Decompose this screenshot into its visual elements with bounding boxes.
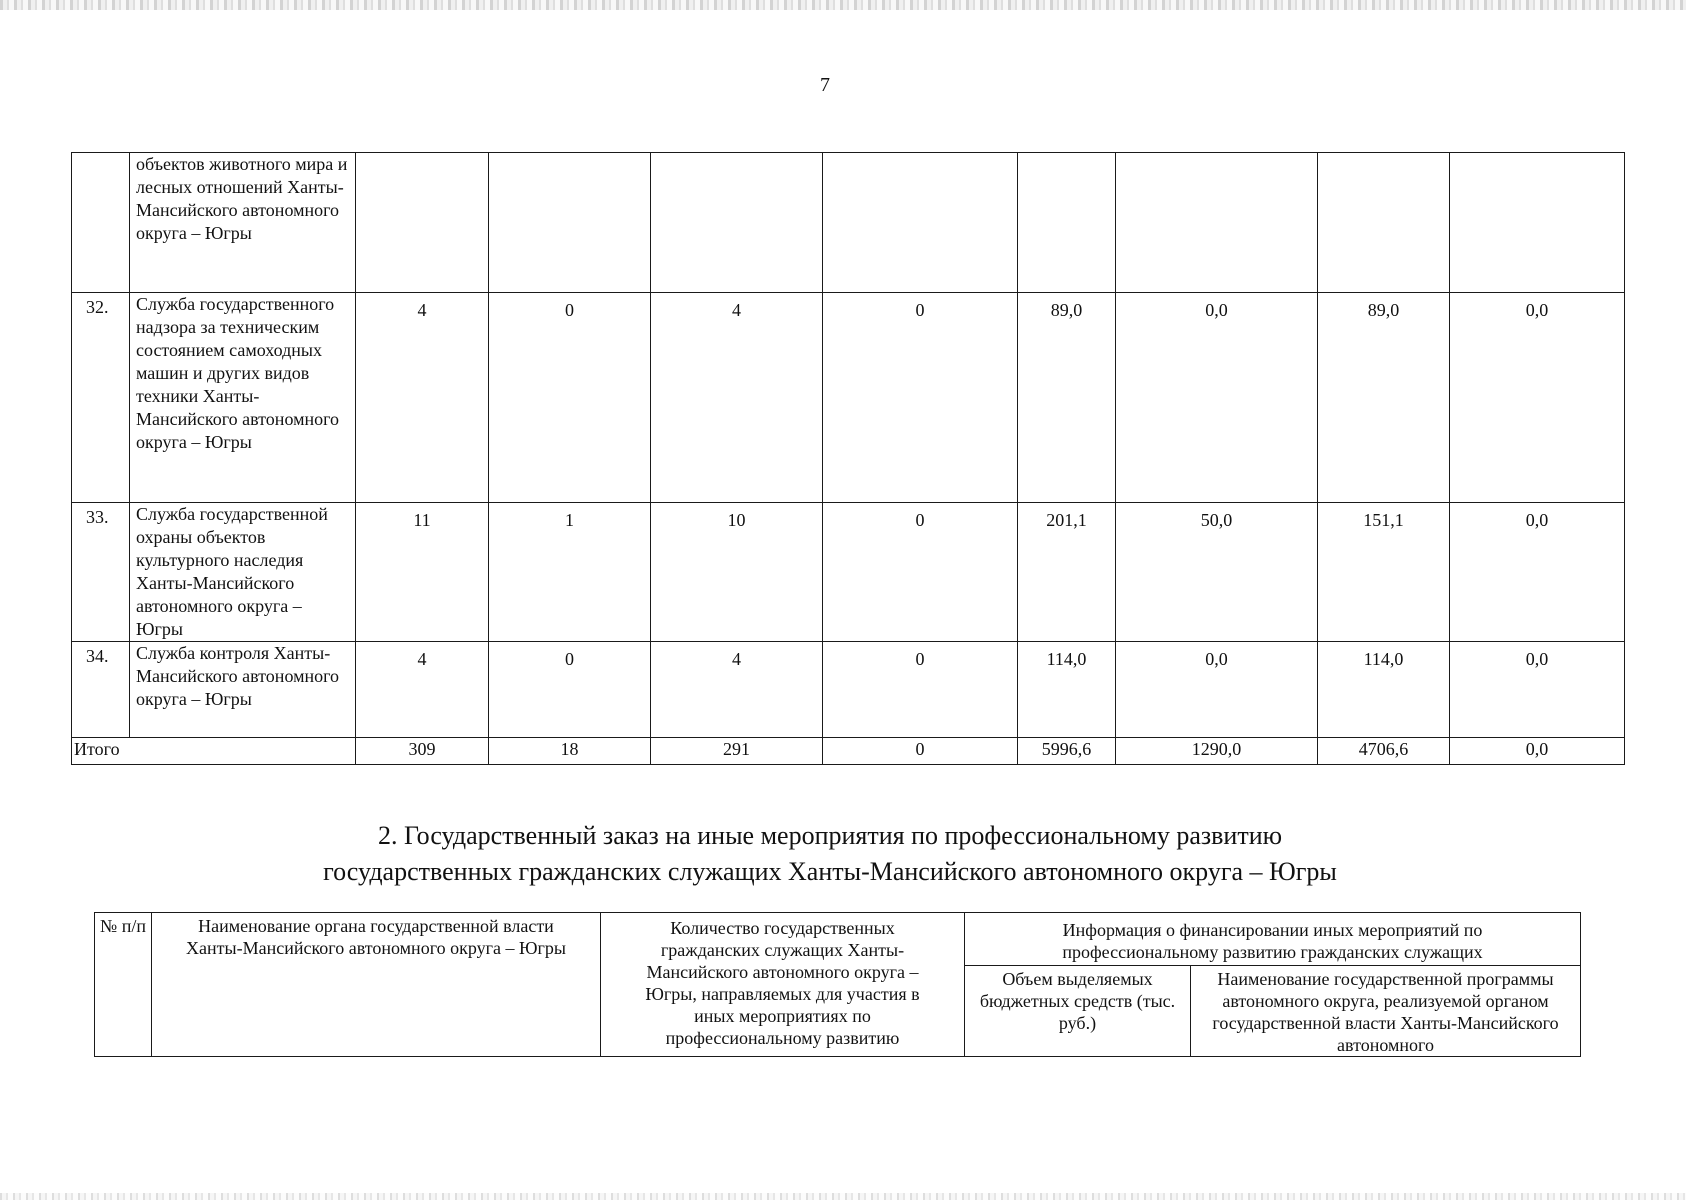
value-cell (1018, 153, 1116, 293)
value-cell: 0,0 (1116, 642, 1318, 738)
total-label: Итого (72, 738, 356, 765)
value-cell: 0 (489, 293, 651, 503)
row-number: 34. (72, 642, 130, 738)
value-cell: 0,0 (1450, 642, 1625, 738)
value-cell: 201,1 (1018, 503, 1116, 642)
value-cell: 151,1 (1318, 503, 1450, 642)
column-header-org: Наименование органа государственной власти Ханты-Мансийского автономного округа – Югры (152, 913, 601, 1057)
value-cell: 89,0 (1018, 293, 1116, 503)
value-cell: 0,0 (1450, 503, 1625, 642)
column-header-program: Наименование государственной программы автономного округа, реализуемой органом государственной власти Ханты-Мансийского автономного (1191, 966, 1581, 1057)
total-value: 1290,0 (1116, 738, 1318, 765)
total-row (72, 738, 1625, 765)
value-cell: 0,0 (1116, 293, 1318, 503)
value-cell: 114,0 (1318, 642, 1450, 738)
column-header-count: Количество государственных гражданских служащих Ханты-Мансийского автономного округа – Югры, направляемых для участия в иных мероприятиях по профессиональному развитию (601, 913, 965, 1057)
table-row (72, 642, 1625, 738)
value-cell: 0,0 (1450, 293, 1625, 503)
value-cell: 4 (651, 642, 823, 738)
value-cell (651, 153, 823, 293)
value-cell: 50,0 (1116, 503, 1318, 642)
value-cell (356, 153, 489, 293)
value-cell: 0 (823, 293, 1018, 503)
value-cell (489, 153, 651, 293)
value-cell: 1 (489, 503, 651, 642)
table-row (72, 503, 1625, 642)
scan-edge-bottom (0, 1193, 1686, 1200)
page-number: 7 (820, 74, 830, 96)
total-value: 309 (356, 738, 489, 765)
org-name: Служба государственного надзора за техническим состоянием самоходных машин и других видов техники Ханты-Мансийского автономного округа – Югры (130, 293, 356, 503)
value-cell: 4 (651, 293, 823, 503)
value-cell: 4 (356, 293, 489, 503)
row-number: 33. (72, 503, 130, 642)
section-heading-line: государственных гражданских служащих Ханты-Мансийского автономного округа – Югры (323, 857, 1337, 886)
column-header-financing: Информация о финансировании иных мероприятий по профессиональному развитию гражданских служащих (965, 913, 1581, 966)
value-cell: 89,0 (1318, 293, 1450, 503)
scan-edge-top (0, 0, 1686, 10)
total-value: 18 (489, 738, 651, 765)
column-header-budget: Объем выделяемых бюджетных средств (тыс. руб.) (965, 966, 1191, 1057)
table-header-row (95, 913, 1581, 966)
value-cell: 0 (823, 642, 1018, 738)
value-cell (1450, 153, 1625, 293)
total-value: 0,0 (1450, 738, 1625, 765)
section-heading-line: 2. Государственный заказ на иные мероприятия по профессиональному развитию (377, 821, 1283, 850)
section-heading (120, 818, 1540, 890)
value-cell: 114,0 (1018, 642, 1116, 738)
org-name: объектов животного мира и лесных отношений Ханты-Мансийского автономного округа – Югры (130, 153, 356, 293)
value-cell (823, 153, 1018, 293)
value-cell: 0 (823, 503, 1018, 642)
table-row (72, 153, 1625, 293)
value-cell (1318, 153, 1450, 293)
value-cell: 0 (489, 642, 651, 738)
staff-training-table (71, 152, 1625, 765)
value-cell: 4 (356, 642, 489, 738)
org-name: Служба контроля Ханты-Мансийского автономного округа – Югры (130, 642, 356, 738)
row-number: 32. (72, 293, 130, 503)
value-cell: 11 (356, 503, 489, 642)
column-header-number: № п/п (95, 913, 152, 1057)
total-value: 291 (651, 738, 823, 765)
total-value: 0 (823, 738, 1018, 765)
org-name: Служба государственной охраны объектов культурного наследия Ханты-Мансийского автономного округа – Югры (130, 503, 356, 642)
total-value: 5996,6 (1018, 738, 1116, 765)
table-row (72, 293, 1625, 503)
total-value: 4706,6 (1318, 738, 1450, 765)
value-cell: 10 (651, 503, 823, 642)
other-activities-table (94, 912, 1581, 1057)
value-cell (1116, 153, 1318, 293)
row-number (72, 153, 130, 293)
